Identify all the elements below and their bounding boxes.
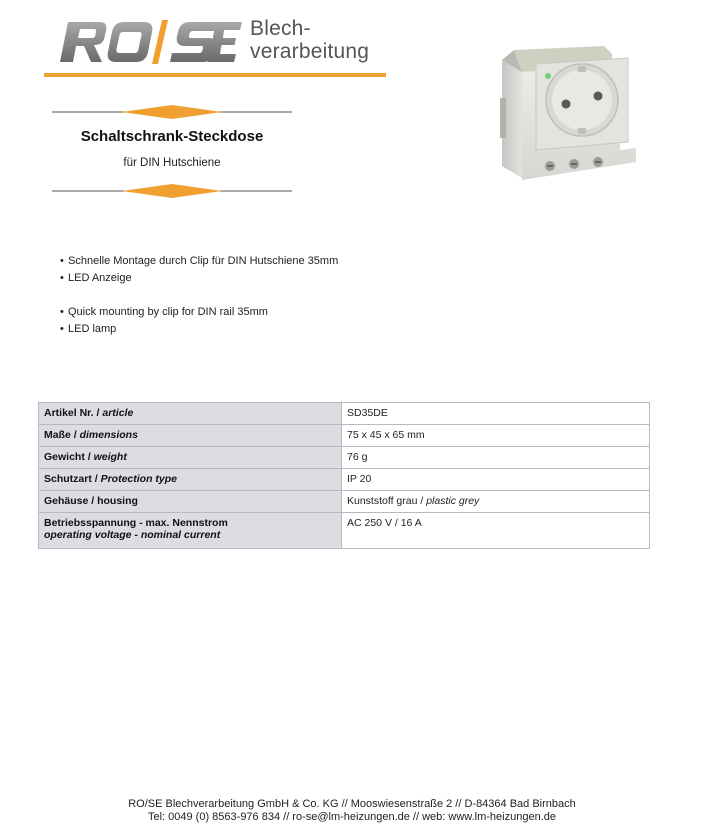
bullet: • — [60, 255, 64, 267]
spec-label: Betriebsspannung - max. Nennstrom operating voltage - nominal current — [39, 513, 342, 549]
product-title: Schaltschrank-Steckdose — [80, 128, 264, 145]
spec-value: IP 20 — [342, 469, 650, 491]
list-item — [60, 321, 480, 338]
spec-label: Artikel Nr. / article — [39, 403, 342, 425]
ornament-divider-icon — [52, 105, 292, 119]
ornament-divider-icon — [52, 184, 292, 198]
table-row — [39, 447, 650, 469]
title-block — [52, 100, 292, 200]
bullet: • — [60, 272, 64, 284]
company-logo — [52, 18, 392, 64]
logo-underline — [44, 73, 386, 77]
specs-table — [38, 402, 650, 549]
spec-value: Kunststoff grau / plastic grey — [342, 491, 650, 513]
spec-label: Maße / dimensions — [39, 425, 342, 447]
spec-value: 76 g — [342, 447, 650, 469]
feature-list — [60, 253, 480, 338]
logo-wordmark — [250, 17, 369, 63]
bullet: • — [60, 323, 64, 335]
list-item — [60, 253, 480, 270]
logo-line-2: verarbeitung — [250, 40, 370, 63]
table-row — [39, 403, 650, 425]
feature-text: Quick mounting by clip for DIN rail 35mm — [68, 306, 268, 318]
rose-logo-mark-icon — [54, 18, 244, 64]
spec-label: Gewicht / weight — [39, 447, 342, 469]
spec-label: Schutzart / Protection type — [39, 469, 342, 491]
bullet: • — [60, 306, 64, 318]
din-rail-socket-icon — [492, 38, 642, 188]
feature-text: Schnelle Montage durch Clip für DIN Hutschiene 35mm — [68, 255, 339, 267]
feature-text: LED Anzeige — [68, 272, 132, 284]
spec-value: AC 250 V / 16 A — [342, 513, 650, 549]
table-row — [39, 513, 650, 549]
page-footer — [0, 798, 704, 824]
table-row — [39, 469, 650, 491]
list-item — [60, 270, 480, 287]
spec-value: 75 x 45 x 65 mm — [342, 425, 650, 447]
footer-contact: Tel: 0049 (0) 8563-976 834 // ro-se@lm-heizungen.de // web: www.lm-heizungen.de — [147, 811, 556, 823]
table-row — [39, 491, 650, 513]
spec-value: SD35DE — [342, 403, 650, 425]
product-subtitle: für DIN Hutschiene — [123, 157, 221, 169]
footer-address: RO/SE Blechverarbeitung GmbH & Co. KG // Mooswiesenstraße 2 // D-84364 Bad Birnbach — [128, 798, 576, 810]
table-row — [39, 425, 650, 447]
feature-text: LED lamp — [68, 323, 117, 335]
spec-label: Gehäuse / housing — [39, 491, 342, 513]
list-item — [60, 304, 480, 321]
logo-line-1: Blech- — [250, 17, 311, 40]
